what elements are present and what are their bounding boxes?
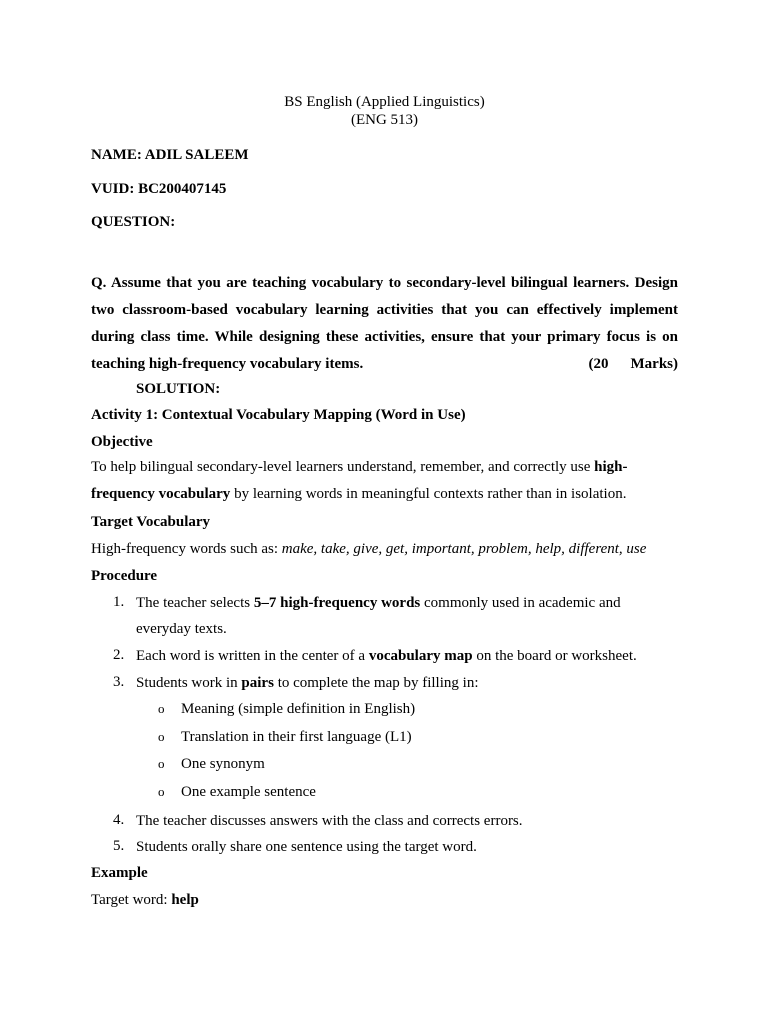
question-line-4 [91, 351, 678, 378]
objective-text-part2: by learning words in meaningful contexts rather than in isolation. [230, 486, 627, 502]
student-name: NAME: ADIL SALEEM [91, 147, 249, 163]
bullet-marker: o [158, 756, 165, 771]
step-number: 5. [113, 838, 125, 854]
step-text-post: commonly used in academic and [420, 595, 621, 611]
marks-number: (20 [588, 356, 609, 372]
bullet-marker: o [158, 729, 165, 744]
step-text-bold: vocabulary map [368, 648, 473, 664]
question-line-4-text: teaching high-frequency vocabulary items. [91, 356, 364, 372]
question-line-3: during class time. While designing these activities, ensure that your primary focus is on [91, 329, 678, 345]
step-text-pre: The teacher selects [136, 595, 254, 611]
bullet-marker: o [158, 784, 165, 799]
target-vocabulary-text [91, 541, 678, 558]
map-item-text: Translation in their first language (L1) [181, 729, 412, 745]
example-heading: Example [91, 865, 148, 881]
course-code: (ENG 513) [350, 112, 419, 128]
target-prefix: High-frequency words such as: [91, 541, 282, 557]
objective-bold-2: frequency vocabulary [91, 486, 231, 502]
objective-text-part1: To help bilingual secondary-level learners understand, remember, and correctly use [91, 459, 595, 475]
step-number: 4. [113, 812, 125, 828]
step-text-pre: Students work in [136, 675, 242, 691]
target-vocabulary-heading: Target Vocabulary [91, 514, 211, 530]
bullet-marker: o [158, 701, 165, 716]
question-line-2: two classroom-based vocabulary learning activities that you can effectively implement [91, 302, 678, 318]
map-item-text: Meaning (simple definition in English) [181, 701, 416, 717]
step-text [136, 647, 656, 665]
question-line-1: Q. Assume that you are teaching vocabulary to secondary-level bilingual learners. Design [91, 275, 678, 291]
example-text [91, 892, 678, 909]
objective-heading: Objective [91, 434, 153, 450]
target-words: make, take, give, get, important, problem, help, different, use [281, 541, 647, 557]
activity-title: Activity 1: Contextual Vocabulary Mapping (Word in Use) [91, 407, 466, 423]
step-text-post: to complete the map by filling in: [273, 675, 479, 691]
student-vuid: VUID: BC200407145 [91, 181, 227, 197]
document-page [91, 93, 678, 908]
course-title: BS English (Applied Linguistics) [284, 94, 485, 110]
question-text [91, 270, 678, 378]
question-heading: QUESTION: [91, 214, 176, 230]
procedure-heading: Procedure [91, 568, 158, 584]
solution-heading: SOLUTION: [136, 381, 221, 397]
marks-word: Marks) [630, 356, 678, 372]
step-text-pre: Each word is written in the center of a [136, 648, 369, 664]
example-word: help [171, 892, 199, 908]
step-text: Students orally share one sentence using the target word. [136, 839, 477, 855]
objective-text [91, 454, 678, 508]
step-text [136, 590, 656, 642]
question-marks [589, 351, 679, 378]
step-number: 3. [113, 674, 125, 690]
step-text-post: on the board or worksheet. [472, 648, 637, 664]
map-item-text: One synonym [181, 756, 265, 772]
step-number: 1. [113, 594, 125, 610]
objective-bold-1: high- [594, 459, 628, 475]
example-prefix: Target word: [91, 892, 172, 908]
step-text [136, 674, 656, 692]
map-item-text: One example sentence [181, 784, 316, 800]
step-text-bold: 5–7 high-frequency words [253, 595, 421, 611]
step-text-bold: pairs [241, 675, 274, 691]
step-text: The teacher discusses answers with the class and corrects errors. [136, 813, 523, 829]
step-number: 2. [113, 647, 125, 663]
step-text-line2: everyday texts. [136, 621, 227, 637]
